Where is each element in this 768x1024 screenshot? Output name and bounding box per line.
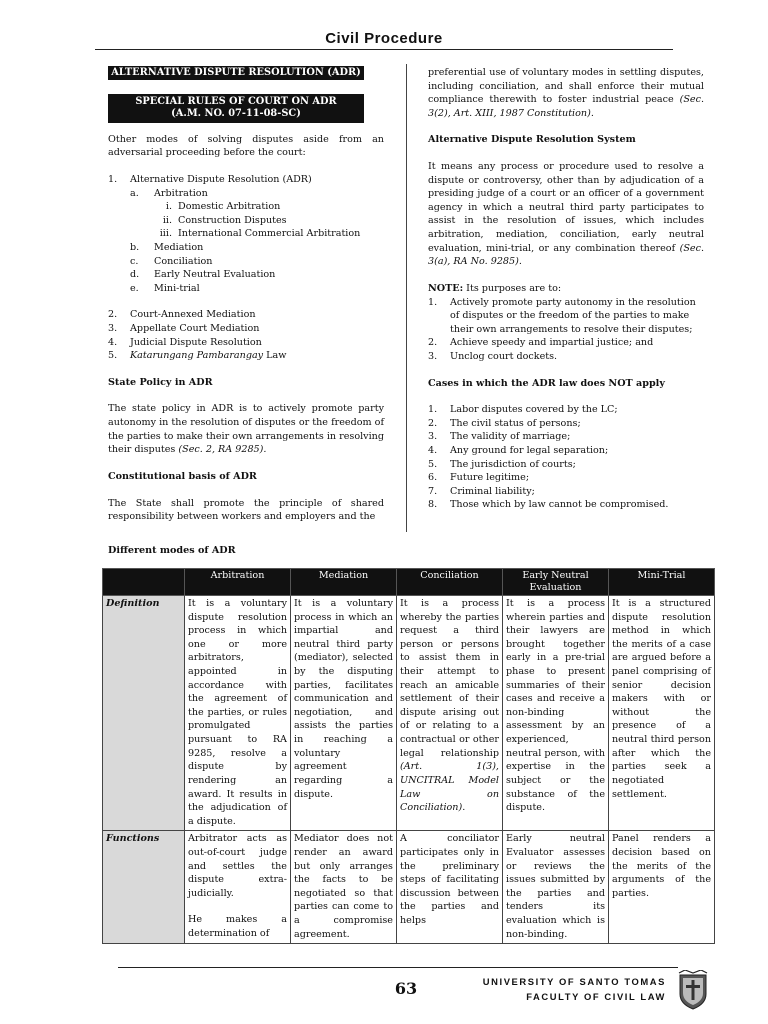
heading-modes-of-adr: Different modes of ADR bbox=[108, 545, 236, 556]
list-item: 6. Future legitime; bbox=[428, 472, 530, 484]
footer-institution bbox=[480, 975, 666, 1004]
list-item: 7. Criminal liability; bbox=[428, 485, 535, 497]
row-header: Functions bbox=[103, 831, 185, 944]
list-item: 1. Labor disputes covered by the LC; bbox=[428, 404, 618, 416]
list-item: 5. Katarungang Pambarangay Law bbox=[108, 350, 287, 362]
list-item: ii. Construction Disputes bbox=[162, 214, 287, 226]
list-item: c. Conciliation bbox=[130, 255, 213, 267]
table-cell: Mediator does not render an award but only arranges the facts to be negotiated so that parties can come to a compromise agreement. bbox=[291, 831, 397, 944]
constitutional-continuation: preferential use of voluntary modes in settling disputes, including conciliation, and shall enforce their mutual compliance therewith to foster industrial peace (Sec. 3(2), Art. XIII, 1987 Constitution). bbox=[428, 67, 704, 119]
column-header: Conciliation bbox=[397, 569, 503, 596]
column-header: Mediation bbox=[291, 569, 397, 596]
column-header: Mini-Trial bbox=[609, 569, 715, 596]
list-item: i. Domestic Arbitration bbox=[165, 201, 281, 213]
constitutional-basis-paragraph: The State shall promote the principle of shared responsibility between workers and employers and the bbox=[108, 497, 384, 523]
table-header-row bbox=[103, 569, 715, 596]
list-item: iii. International Commercial Arbitration bbox=[159, 228, 361, 240]
heading-state-policy: State Policy in ADR bbox=[108, 376, 213, 388]
list-item: 2. The civil status of persons; bbox=[428, 417, 581, 429]
table-corner-cell bbox=[103, 569, 185, 596]
right-column bbox=[428, 66, 704, 512]
section-banner-adr: ALTERNATIVE DISPUTE RESOLUTION (ADR) bbox=[108, 66, 364, 80]
row-header: Definition bbox=[103, 595, 185, 830]
modes-table bbox=[102, 568, 715, 944]
column-header: Arbitration bbox=[185, 569, 291, 596]
list-item: 4. Any ground for legal separation; bbox=[428, 445, 609, 457]
list-item: 5. The jurisdiction of courts; bbox=[428, 458, 576, 470]
list-item: 2. Court-Annexed Mediation bbox=[108, 309, 256, 321]
banner-line-1: SPECIAL RULES OF COURT ON ADR bbox=[135, 96, 337, 108]
header-rule bbox=[95, 49, 673, 50]
heading-adr-exclusions: Cases in which the ADR law does NOT apply bbox=[428, 377, 665, 389]
table-cell: It is a structured dispute resolution method in which the merits of a case are argued before a panel comprising of senior decision makers with or without the presence of a neutral third person after which the parties seek a negotiated settlement. bbox=[609, 595, 715, 830]
state-policy-paragraph: The state policy in ADR is to actively promote party autonomy in the resolution of disputes or the freedom of the parties to make their own arrangements in resolving their disputes (Sec. 2, RA 9285). bbox=[108, 403, 384, 456]
list-item: 3. Appellate Court Mediation bbox=[108, 323, 260, 335]
list-item: a. Arbitration bbox=[130, 187, 208, 199]
list-item: 2. Achieve speedy and impartial justice; and bbox=[428, 337, 654, 349]
left-column bbox=[108, 66, 384, 524]
note-line: NOTE: Its purposes are to: bbox=[428, 282, 562, 294]
cell-paragraph: He makes a determination of bbox=[188, 914, 287, 939]
page-number: 63 bbox=[394, 979, 418, 998]
table-cell: It is a voluntary dispute resolution process in which one or more arbitrators, appointed in accordance with the agreement of the parties, or rules promulgated pursuant to RA 9285, resolve a dispute by rendering an award. It results in the adjudication of a dispute. bbox=[185, 595, 291, 830]
modes-list bbox=[108, 173, 384, 363]
purposes-list bbox=[428, 296, 704, 364]
footer-rule bbox=[118, 967, 678, 968]
table-cell: A conciliator participates only in the preliminary steps of facilitating discussion between the parties and helps bbox=[397, 831, 503, 944]
table-cell bbox=[185, 831, 291, 944]
university-seal-icon bbox=[677, 970, 709, 1010]
list-item: 8. Those which by law cannot be compromised. bbox=[428, 499, 669, 511]
list-item: 1. Alternative Dispute Resolution (ADR) a. Arbitration i. Domestic Arbitration ii. Construction Disputes iii. International Commercial Arbitration b. Mediation c. Conciliation d. Early Neutral Evaluation e. Mini-trial bbox=[108, 173, 384, 295]
intro-paragraph: Other modes of solving disputes aside from an adversarial proceeding before the court: bbox=[108, 133, 384, 159]
running-header-title: Civil Procedure bbox=[325, 30, 443, 47]
adr-system-paragraph: It means any process or procedure used to resolve a dispute or controversy, other than by adjudication of a presiding judge of a court or an officer of a government agency in which a neutral third party participates to assist in the resolution of issues, which includes arbitration, mediation, conciliation, early neutral evaluation, mini-trial, or any combination thereof (Sec. 3(a), RA No. 9285). bbox=[428, 161, 704, 268]
footer-line-faculty: FACULTY OF CIVIL LAW bbox=[526, 990, 666, 1002]
table-cell: It is a process whereby the parties request a third person or persons to assist them in their attempt to reach an amicable settlement of their dispute arising out of or relating to a contractual or other legal relationship (Art. 1(3), UNCITRAL Model Law on Conciliation). bbox=[397, 595, 503, 830]
list-item: 4. Judicial Dispute Resolution bbox=[108, 336, 262, 348]
list-item: 3. The validity of marriage; bbox=[428, 431, 571, 443]
exclusions-list bbox=[428, 403, 704, 512]
column-divider bbox=[406, 64, 407, 532]
table-cell: It is a voluntary process in which an impartial and neutral third party (mediator), selected by the disputing parties, facilitates communication and negotiation, and assists the parties in reaching a voluntary agreement regarding a dispute. bbox=[291, 595, 397, 830]
table-cell: Early neutral Evaluator assesses or reviews the issues submitted by the parties and tenders its evaluation which is non-binding. bbox=[503, 831, 609, 944]
footer-line-university: UNIVERSITY OF SANTO TOMAS bbox=[482, 976, 666, 987]
table-row bbox=[103, 831, 715, 944]
list-item: 3. Unclog court dockets. bbox=[428, 350, 558, 362]
list-item: d. Early Neutral Evaluation bbox=[130, 269, 276, 281]
cell-paragraph: Arbitrator acts as out-of-court judge and settles the dispute extra-judicially. bbox=[188, 833, 287, 899]
column-header: Early Neutral Evaluation bbox=[503, 569, 609, 596]
list-item: b. Mediation bbox=[130, 241, 204, 253]
heading-constitutional-basis: Constitutional basis of ADR bbox=[108, 470, 257, 482]
table-cell: It is a process wherein parties and their lawyers are brought together early in a pre-trial phase to present summaries of their cases and receive a non-binding assessment by an experienced, neutral person, with expertise in the subject or the substance of the dispute. bbox=[503, 595, 609, 830]
table-row bbox=[103, 595, 715, 830]
table-cell: Panel renders a decision based on the merits of the arguments of the parties. bbox=[609, 831, 715, 944]
banner-line-2: (A.M. NO. 07-11-08-SC) bbox=[171, 108, 301, 120]
section-banner-special-rules bbox=[108, 94, 364, 122]
heading-adr-system: Alternative Dispute Resolution System bbox=[428, 134, 636, 146]
list-item: 1. Actively promote party autonomy in the resolution of disputes or the freedom of the parties to make their own arrangements to resolve their disputes; bbox=[428, 296, 696, 335]
list-item: e. Mini-trial bbox=[130, 282, 200, 294]
